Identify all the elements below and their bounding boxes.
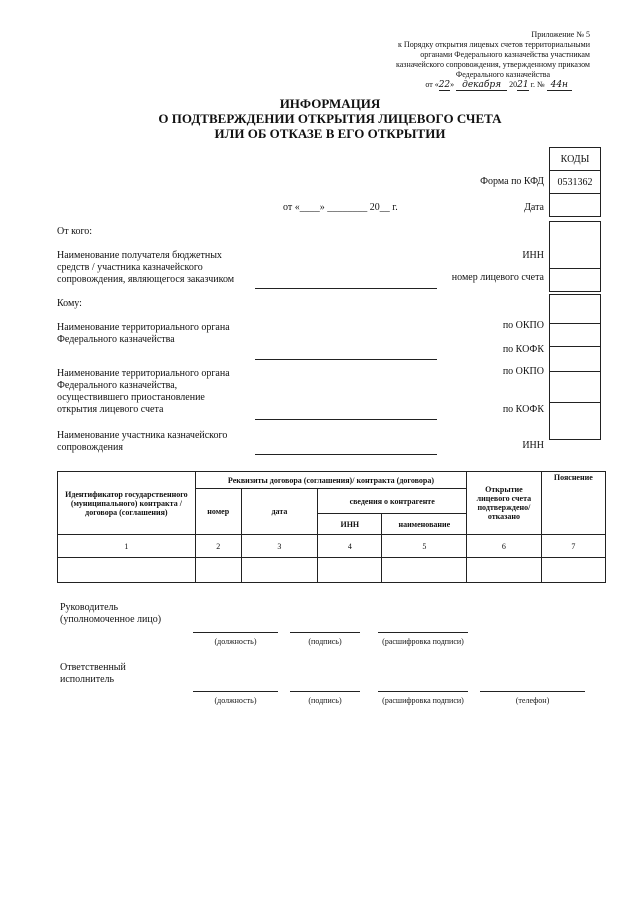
table-row [58,558,606,583]
head-decode-field[interactable] [378,632,468,633]
document-date: от «____» ________ 20__ г. [283,202,398,213]
appendix-line: к Порядку открытия лицевых счетов территориальными [398,40,590,49]
resp-decode-field[interactable] [378,691,468,692]
contracts-table [57,471,606,583]
okpo2-label: по ОКПО [502,366,544,377]
handwritten-year: 21 [517,80,529,90]
col-details-header: Реквизиты договора (соглашения)/ контракта (договора) [195,472,466,489]
account-code-cell[interactable] [550,269,601,292]
okpo-label: по ОКПО [502,320,544,331]
to-label: Кому: [57,298,82,309]
head-position-field[interactable] [193,632,278,633]
kofk-code-cell[interactable] [550,324,601,347]
resp-phone-field[interactable] [480,691,585,692]
kfd-code: 0531362 [550,171,601,194]
col-name-header: наименование [382,514,467,535]
inn2-label: ИНН [522,440,544,451]
from-label: От кого: [57,226,93,237]
appendix-title: Приложение № 5 [531,30,590,39]
inn-cell[interactable] [318,558,382,583]
responsible-label: Ответственный исполнитель [60,662,126,685]
inn2-code-cell[interactable] [550,403,601,440]
participant-field[interactable] [255,454,437,455]
head-signature-field[interactable] [290,632,360,633]
okpo2-code-cell[interactable] [550,347,601,372]
col-date-header: дата [241,489,318,535]
col-identifier-header: Идентификатор государственного (муниципального) контракта / договора (соглашения) [58,472,196,535]
kofk-label: по КОФК [502,344,544,355]
appendix-line: органами Федерального казначейства участникам [420,50,590,59]
handwritten-number: 44н [547,80,572,91]
col-note-header: Пояснение [541,472,605,535]
codes-table [549,147,601,440]
okpo-code-cell[interactable] [550,295,601,324]
identifier-cell[interactable] [58,558,196,583]
date-code-cell[interactable] [550,194,601,217]
col-counterparty-header: сведения о контрагенте [318,489,467,514]
name-cell[interactable] [382,558,467,583]
resp-decode-caption: (расшифровка подписи) [382,696,464,705]
suspend-org-label: Наименование территориального органа Федерального казначейства, осуществившего приостановление открытия лицевого счета [57,368,230,415]
kofk2-code-cell[interactable] [550,372,601,403]
resp-position-caption: (должность) [214,696,257,705]
resp-position-field[interactable] [193,691,278,692]
heading-line: ИЛИ ОБ ОТКАЗЕ В ЕГО ОТКРЫТИИ [214,126,446,141]
col-number-header: номер [195,489,241,535]
kfd-label: Форма по КФД [480,176,544,187]
document-heading [100,96,560,141]
head-label: Руководитель (уполномоченное лицо) [60,602,162,625]
col-inn-header: ИНН [318,514,382,535]
heading-line: О ПОДТВЕРЖДЕНИИ ОТКРЫТИЯ ЛИЦЕВОГО СЧЕТА [158,111,502,126]
codes-header: КОДЫ [550,148,601,171]
org-name-label: Наименование территориального органа Федерального казначейства [57,322,230,345]
head-decode-caption: (расшифровка подписи) [382,637,464,646]
recipient-name-field[interactable] [255,288,437,289]
column-numbers-row: 1 2 3 4 5 6 7 [58,535,606,558]
participant-label: Наименование участника казначейского сопровождения [57,430,228,453]
date-label: Дата [524,202,544,213]
head-position-caption: (должность) [214,637,257,646]
head-signature-caption: (подпись) [308,637,342,646]
org-name-field[interactable] [255,359,437,360]
date-cell[interactable] [241,558,318,583]
account-number-label: номер лицевого счета [451,272,544,283]
kofk2-label: по КОФК [502,404,544,415]
resp-signature-caption: (подпись) [308,696,342,705]
handwritten-day: 22 [438,80,451,90]
appendix-line: Федерального казначейства [455,70,550,79]
heading-line: ИНФОРМАЦИЯ [279,96,381,111]
note-cell[interactable] [541,558,605,583]
suspend-org-field[interactable] [255,419,437,420]
number-cell[interactable] [195,558,241,583]
open-cell[interactable] [467,558,541,583]
appendix-date: от «22» декабря 2021 г. № 44н [300,80,590,90]
col-open-header: Открытие лицевого счета подтверждено/ отказано [467,472,541,535]
inn-label: ИНН [522,250,544,261]
resp-signature-field[interactable] [290,691,360,692]
inn-code-cell[interactable] [550,222,601,269]
appendix-line: казначейского сопровождения, утвержденному приказом [395,60,590,69]
appendix-block [300,30,590,90]
recipient-name-label: Наименование получателя бюджетных средств / участника казначейского сопровождения, являющегося заказчиком [57,250,235,285]
handwritten-month: декабря [456,80,507,91]
resp-phone-caption: (телефон) [515,696,550,705]
